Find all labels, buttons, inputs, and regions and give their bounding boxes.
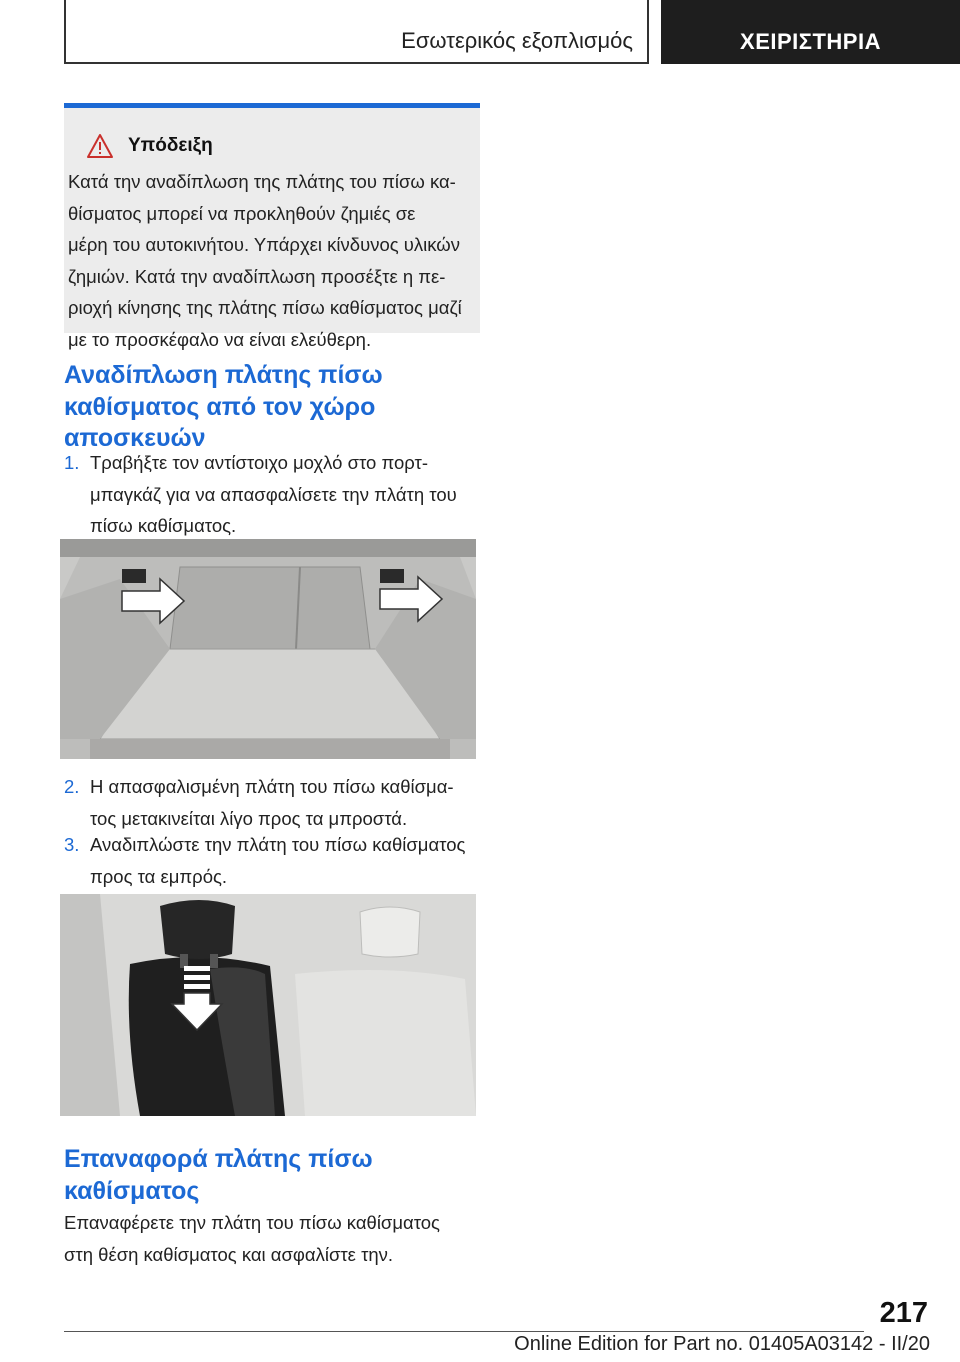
section-heading-restore: [64, 1144, 373, 1207]
warning-triangle-icon: [86, 133, 114, 159]
text-line: ζημιών. Κατά την αναδίπλωση προσέξτε η πε-: [68, 265, 446, 287]
warning-box: [64, 103, 480, 350]
rear-seat-image: [60, 894, 476, 1116]
step-line: προς τα εμπρός.: [90, 865, 228, 887]
footer-divider: [64, 1331, 864, 1332]
heading-line: αποσκευών: [64, 424, 206, 452]
step-line: τος μετακινείται λίγο προς τα μπροστά.: [90, 807, 408, 829]
heading-line: Αναδίπλωση πλάτης πίσω: [64, 361, 383, 389]
text-line: στη θέση καθίσματος και ασφαλίστε την.: [64, 1243, 394, 1265]
chapter-title: ΧΕΙΡΙΣΤΗΡΙΑ: [661, 0, 960, 64]
step-line: Η απασφαλισμένη πλάτη του πίσω καθίσμα-: [90, 776, 454, 797]
text-line: με το προσκέφαλο να είναι ελεύθερη.: [68, 328, 372, 350]
rear-seat-illustration: [60, 894, 476, 1116]
trunk-image: [60, 539, 476, 759]
warning-title: Υπόδειξη: [128, 135, 213, 156]
step-3: [64, 829, 484, 892]
step-line: Τραβήξτε τον αντίστοιχο μοχλό στο πορτ-: [90, 452, 428, 473]
heading-line: καθίσματος από τον χώρο: [64, 392, 376, 421]
step-1: [64, 447, 484, 542]
section-tab: [64, 0, 649, 64]
text-line: ριοχή κίνησης της πλάτης πίσω καθίσματος μαζί: [68, 297, 462, 318]
section-title: Εσωτερικός εξοπλισμός: [401, 28, 633, 53]
edition-text: Online Edition for Part no. 01405A03142 - II/20: [514, 1333, 930, 1355]
section-heading-fold: [64, 360, 383, 455]
warning-header: [86, 133, 213, 159]
warning-text: [68, 166, 474, 355]
step-number: 2.: [64, 776, 80, 797]
heading-line: καθίσματος: [64, 1176, 200, 1205]
step-line: πίσω καθίσματος.: [90, 515, 237, 536]
text-line: Κατά την αναδίπλωση της πλάτης του πίσω κα-: [68, 171, 456, 192]
step-line: μπαγκάζ για να απασφαλίσετε την πλάτη του: [90, 483, 457, 505]
step-number: 3.: [64, 834, 80, 855]
heading-line: Επαναφορά πλάτης πίσω: [64, 1145, 373, 1173]
step-line: Αναδιπλώστε την πλάτη του πίσω καθίσματος: [90, 834, 466, 855]
page-number: 217: [879, 1297, 928, 1329]
text-line: Επαναφέρετε την πλάτη του πίσω καθίσματος: [64, 1212, 440, 1233]
step-number: 1.: [64, 452, 80, 473]
restore-paragraph: [64, 1207, 484, 1270]
text-line: θίσματος μπορεί να προκληθούν ζημιές σε: [68, 202, 416, 224]
text-line: μέρη του αυτοκινήτου. Υπάρχει κίνδυνος υλικών: [68, 234, 460, 255]
page-header: [64, 0, 960, 66]
step-2: [64, 771, 484, 834]
trunk-illustration: [60, 539, 476, 759]
